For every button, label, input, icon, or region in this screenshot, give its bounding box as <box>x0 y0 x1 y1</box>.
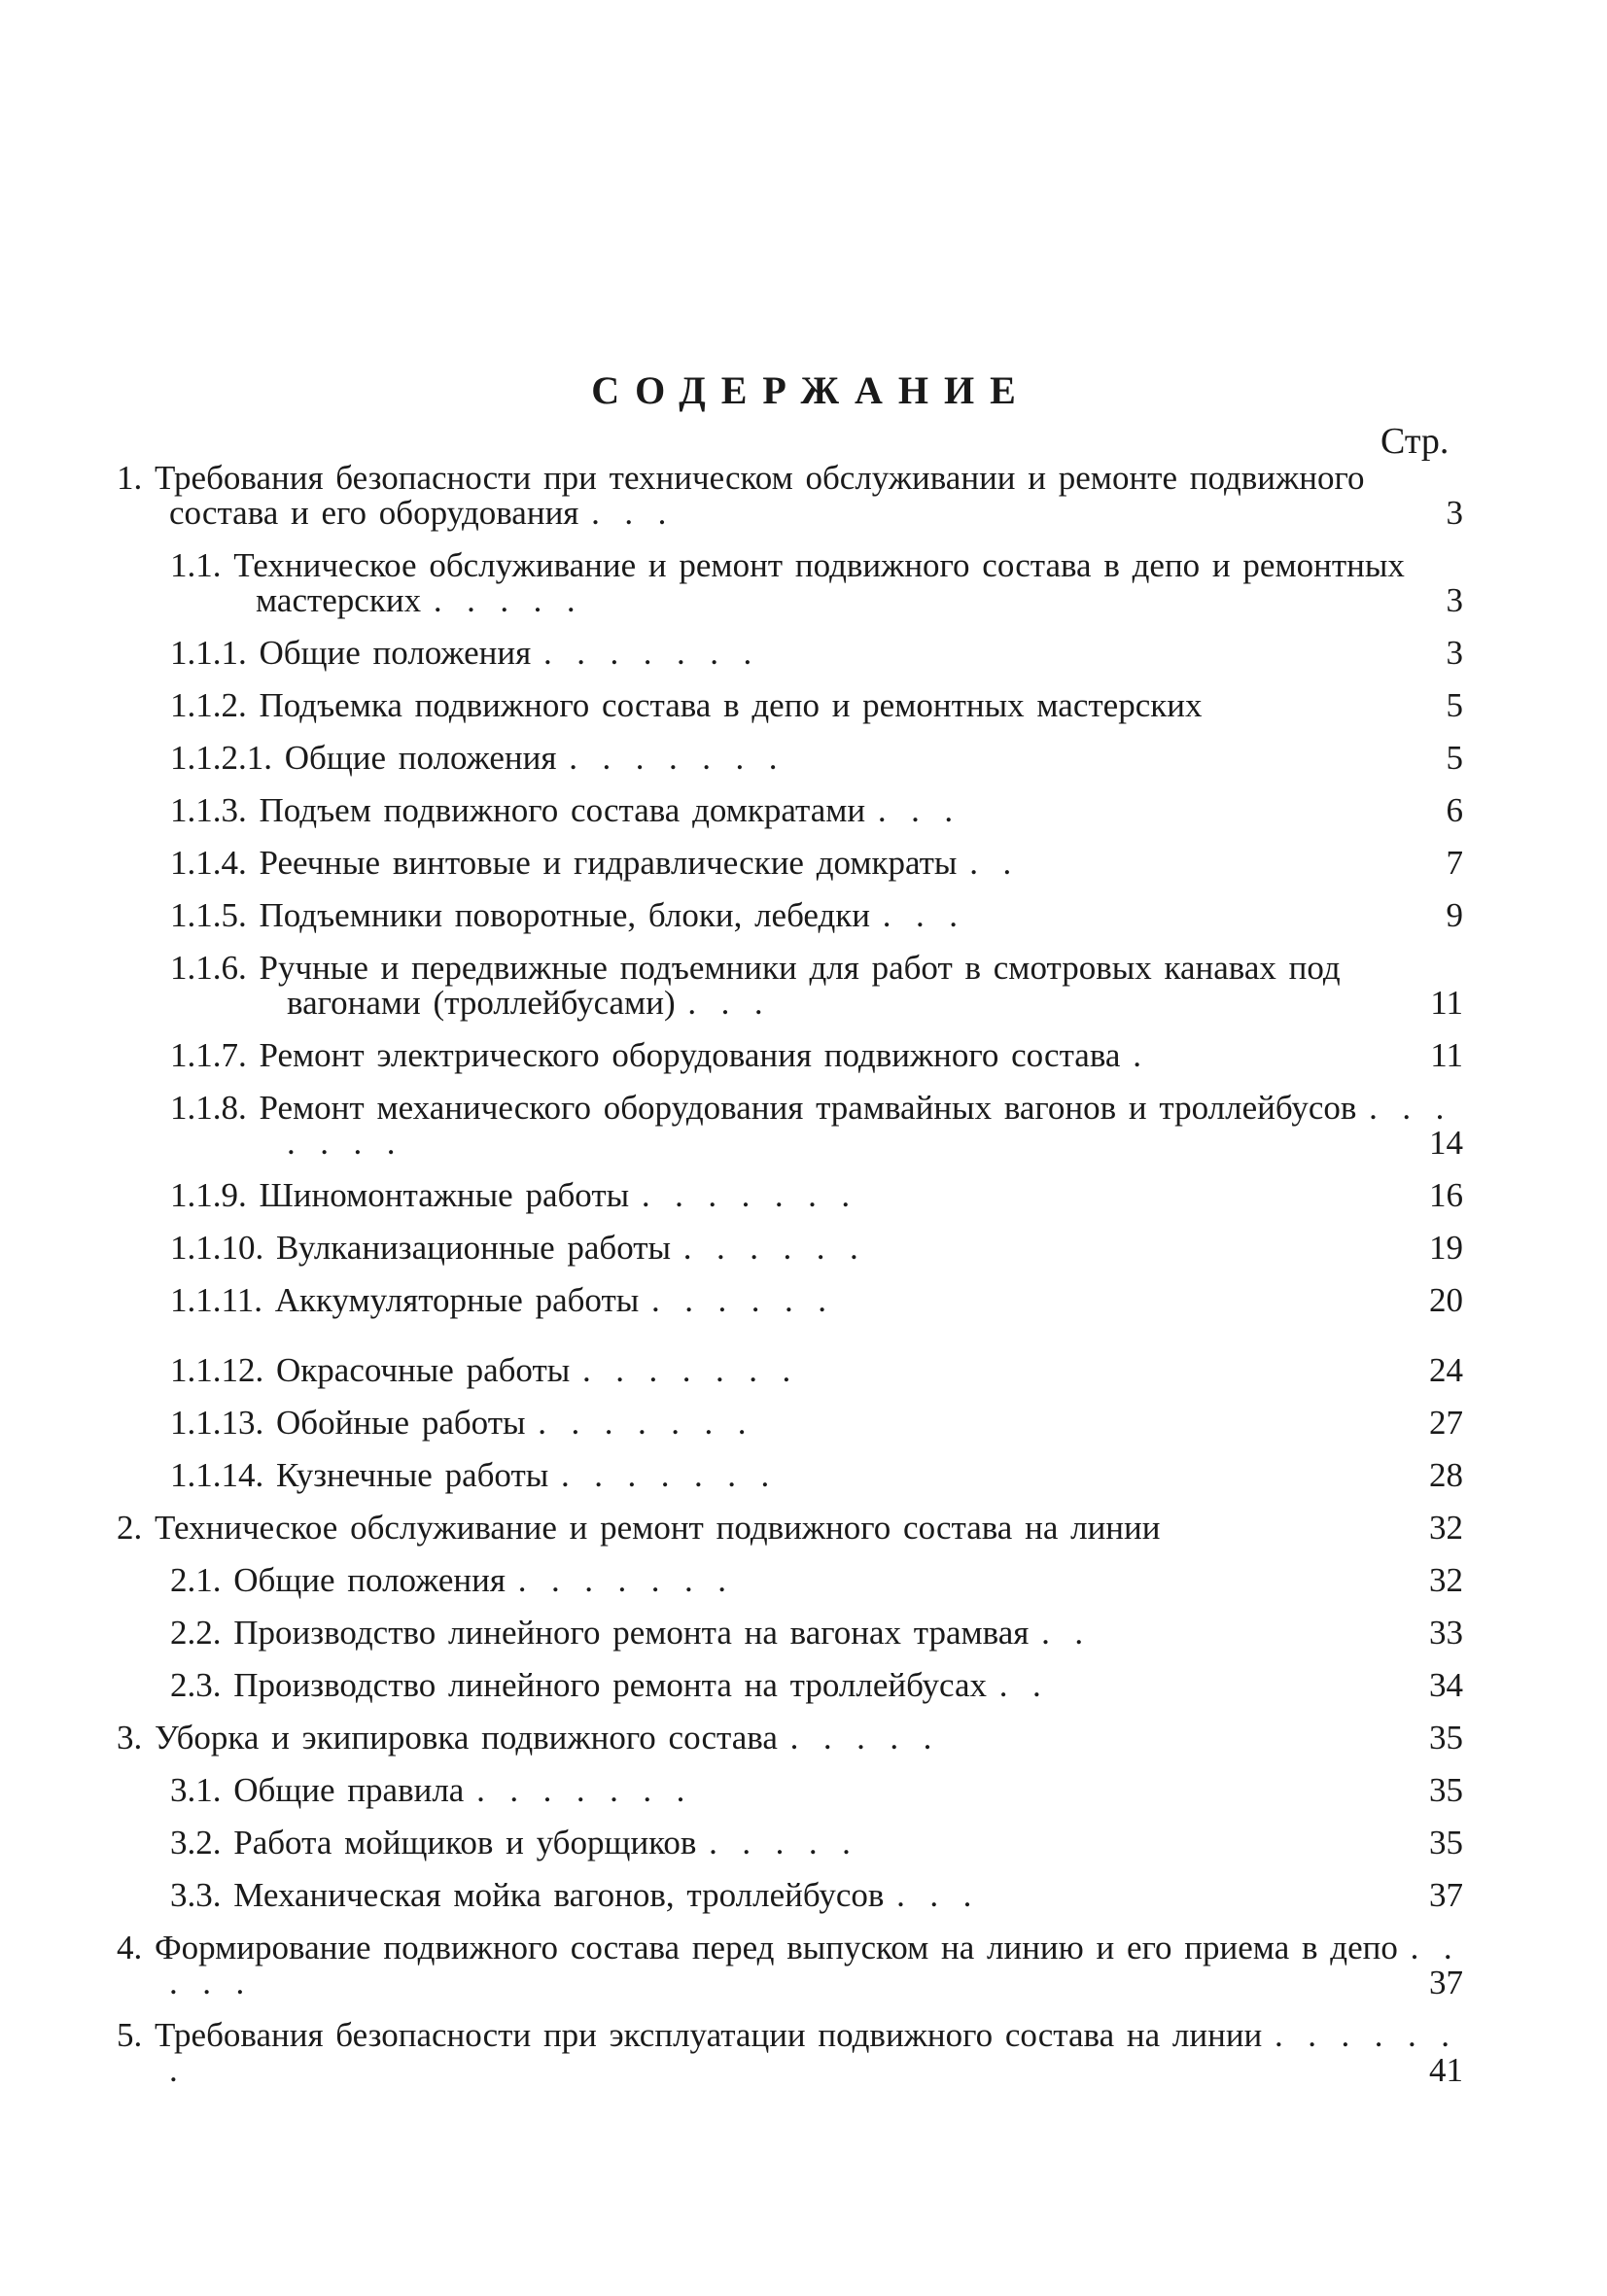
toc-entry-1-1-14 <box>0 1458 1607 1493</box>
toc-entry-title: Аккумуляторные работы . . . . . . <box>274 1281 827 1319</box>
toc-entry-text <box>170 846 1463 881</box>
toc-entry-text <box>170 1826 1463 1861</box>
toc-entry-title: Требования безопасности при техническом обслуживании и ремонте подвижного состава и его оборудования . . . <box>155 459 1378 532</box>
toc-entry-page: 16 <box>1429 1176 1463 1214</box>
toc-entry-title: Обойные работы . . . . . . . <box>276 1404 747 1442</box>
toc-entry-1-1-9 <box>0 1178 1607 1213</box>
toc-entry-title: Подъемники поворотные, блоки, лебедки . . . <box>259 896 959 934</box>
toc-entry-number: 5. <box>117 2016 143 2054</box>
toc-entry-page: 3 <box>1446 581 1463 619</box>
toc-entry-text <box>170 548 1463 618</box>
toc-entry-text <box>170 1283 1463 1318</box>
toc-entry-1-1-3 <box>0 793 1607 828</box>
toc-entry-title: Ремонт электрического оборудования подвижного состава . <box>259 1036 1141 1074</box>
page-title: СОДЕРЖАНИЕ <box>591 368 1031 412</box>
toc-entry-number: 1.1.10. <box>170 1229 264 1267</box>
page-column-header: Стр. <box>1380 421 1450 462</box>
toc-entry-text <box>170 1089 1469 1162</box>
toc-entry-page: 11 <box>1430 984 1463 1022</box>
toc-entry-number: 2. <box>117 1509 143 1547</box>
toc-entry-page: 34 <box>1429 1666 1463 1704</box>
toc-entry-number: 1.1. <box>170 546 222 584</box>
toc-entry-text <box>117 461 1463 531</box>
toc-entry-1-1-6 <box>0 951 1607 1021</box>
toc-entry-number: 1.1.7. <box>170 1036 247 1074</box>
toc-entry-text <box>170 1878 1463 1913</box>
toc-entry-1-1-4 <box>0 846 1607 881</box>
toc-entry-number: 1. <box>117 459 143 497</box>
toc-entry-number: 2.3. <box>170 1666 222 1704</box>
toc-list <box>0 461 1607 2105</box>
toc-entry-page: 37 <box>1429 1876 1463 1914</box>
toc-entry-3-3 <box>0 1878 1607 1913</box>
toc-entry-title: Вулканизационные работы . . . . . . <box>276 1229 858 1267</box>
toc-entry-page: 3 <box>1446 634 1463 672</box>
toc-entry-text <box>170 741 1463 776</box>
toc-entry-text <box>170 1458 1463 1493</box>
toc-entry-page: 32 <box>1429 1509 1463 1547</box>
toc-entry-title: Требования безопасности при эксплуатации подвижного состава на линии . . . . . . . <box>155 2016 1475 2089</box>
toc-entry-number: 1.1.4. <box>170 844 247 882</box>
toc-entry-number: 1.1.9. <box>170 1176 247 1214</box>
toc-entry-page: 35 <box>1429 1824 1463 1861</box>
toc-entry-page: 5 <box>1446 686 1463 724</box>
toc-entry-page: 6 <box>1446 791 1463 829</box>
toc-entry-number: 4. <box>117 1929 143 1966</box>
toc-entry-text <box>117 1721 1463 1756</box>
toc-entry-1-1-7 <box>0 1038 1607 1073</box>
toc-entry-text <box>170 1353 1463 1388</box>
toc-entry-text <box>170 1616 1463 1651</box>
toc-entry-title: Общие положения . . . . . . . <box>259 634 752 672</box>
toc-entry-number: 1.1.8. <box>170 1089 247 1127</box>
toc-entry-text <box>170 793 1463 828</box>
toc-entry-text <box>170 636 1463 671</box>
toc-entry-title: Формирование подвижного состава перед выпуском на линию и его приема в депо . . . . . <box>155 1929 1478 2001</box>
toc-entry-text <box>170 951 1463 1021</box>
toc-entry-title: Общие положения . . . . . . . <box>284 739 778 777</box>
toc-entry-title: Ремонт механического оборудования трамвайных вагонов и троллейбусов . . . . . . . <box>259 1089 1469 1162</box>
toc-entry-text <box>170 1773 1463 1808</box>
toc-entry-page: 28 <box>1429 1456 1463 1494</box>
toc-entry-title: Шиномонтажные работы . . . . . . . <box>259 1176 851 1214</box>
toc-entry-text <box>170 1038 1463 1073</box>
toc-entry-1-1-5 <box>0 898 1607 933</box>
toc-entry-1-1-13 <box>0 1406 1607 1441</box>
toc-entry-title: Механическая мойка вагонов, троллейбусов . . . <box>233 1876 972 1914</box>
toc-entry-1-1-10 <box>0 1231 1607 1266</box>
toc-entry-page: 5 <box>1446 739 1463 777</box>
toc-entry-number: 3.1. <box>170 1771 222 1809</box>
toc-entry-text <box>170 1668 1463 1703</box>
toc-entry-number: 1.1.13. <box>170 1404 264 1442</box>
toc-entry-title: Реечные винтовые и гидравлические домкраты . . <box>259 844 1012 882</box>
toc-entry-page: 14 <box>1429 1124 1463 1162</box>
toc-entry-title: Производство линейного ремонта на троллейбусах . . <box>233 1666 1041 1704</box>
toc-entry-title: Кузнечные работы . . . . . . . <box>276 1456 770 1494</box>
toc-entry-page: 19 <box>1429 1229 1463 1267</box>
toc-entry-number: 1.1.2.1. <box>170 739 272 777</box>
toc-entry-5 <box>0 2018 1607 2088</box>
toc-entry-page: 27 <box>1429 1404 1463 1442</box>
toc-entry-page: 7 <box>1446 844 1463 882</box>
toc-entry-number: 1.1.12. <box>170 1351 264 1389</box>
toc-entry-3-1 <box>0 1773 1607 1808</box>
toc-entry-title: Уборка и экипировка подвижного состава . . . . . <box>155 1719 932 1757</box>
toc-entry-text <box>170 688 1463 723</box>
toc-entry-number: 1.1.1. <box>170 634 247 672</box>
toc-entry-number: 1.1.3. <box>170 791 247 829</box>
toc-entry-title: Техническое обслуживание и ремонт подвижного состава на линии <box>155 1509 1161 1547</box>
toc-entry-title: Техническое обслуживание и ремонт подвижного состава в депо и ремонтных мастерских . . . . . <box>233 546 1417 619</box>
toc-entry-title: Ручные и передвижные подъемники для работ в смотровых канавах под вагонами (троллейбусами) . . . <box>259 949 1353 1022</box>
toc-entry-text <box>117 1929 1478 2001</box>
toc-entry-page: 9 <box>1446 896 1463 934</box>
toc-entry-2 <box>0 1511 1607 1546</box>
toc-entry-number: 1.1.6. <box>170 949 247 987</box>
toc-entry-page: 3 <box>1446 494 1463 532</box>
toc-entry-2-1 <box>0 1563 1607 1598</box>
toc-entry-1-1-11 <box>0 1283 1607 1318</box>
toc-entry-page: 32 <box>1429 1561 1463 1599</box>
toc-entry-number: 2.2. <box>170 1614 222 1652</box>
toc-entry-page: 35 <box>1429 1719 1463 1757</box>
toc-entry-4 <box>0 1931 1607 2000</box>
toc-entry-number: 1.1.11. <box>170 1281 262 1319</box>
toc-entry-text <box>117 1511 1463 1546</box>
toc-entry-1-1-2 <box>0 688 1607 723</box>
toc-entry-title: Производство линейного ремонта на вагонах трамвая . . <box>233 1614 1084 1652</box>
toc-entry-2-2 <box>0 1616 1607 1651</box>
toc-entry-page: 11 <box>1430 1036 1463 1074</box>
toc-entry-number: 1.1.5. <box>170 896 247 934</box>
toc-entry-number: 3.2. <box>170 1824 222 1861</box>
toc-entry-1-1-12 <box>0 1353 1607 1388</box>
toc-entry-title: Подъем подвижного состава домкратами . . . <box>259 791 954 829</box>
toc-entry-page: 20 <box>1429 1281 1463 1319</box>
toc-entry-page: 33 <box>1429 1614 1463 1652</box>
toc-entry-3-2 <box>0 1826 1607 1861</box>
toc-entry-page: 41 <box>1429 2051 1463 2089</box>
toc-entry-number: 1.1.14. <box>170 1456 264 1494</box>
toc-entry-page: 35 <box>1429 1771 1463 1809</box>
toc-entry-number: 2.1. <box>170 1561 222 1599</box>
toc-entry-1-1-1 <box>0 636 1607 671</box>
toc-entry-text <box>170 898 1463 933</box>
toc-entry-title: Общие правила . . . . . . . <box>233 1771 685 1809</box>
toc-entry-text <box>117 2016 1475 2089</box>
toc-entry-page: 37 <box>1429 1964 1463 2001</box>
toc-entry-title: Подъемка подвижного состава в депо и ремонтных мастерских <box>259 686 1203 724</box>
toc-entry-1 <box>0 461 1607 531</box>
toc-entry-number: 1.1.2. <box>170 686 247 724</box>
toc-entry-number: 3.3. <box>170 1876 222 1914</box>
toc-entry-text <box>170 1563 1463 1598</box>
toc-entry-1-1-8 <box>0 1091 1607 1161</box>
toc-entry-text <box>170 1406 1463 1441</box>
toc-entry-text <box>170 1178 1463 1213</box>
toc-entry-3 <box>0 1721 1607 1756</box>
toc-entry-text <box>170 1231 1463 1266</box>
toc-entry-title: Общие положения . . . . . . . <box>233 1561 726 1599</box>
toc-entry-number: 3. <box>117 1719 143 1757</box>
toc-entry-page: 24 <box>1429 1351 1463 1389</box>
toc-entry-title: Работа мойщиков и уборщиков . . . . . <box>233 1824 851 1861</box>
toc-entry-title: Окрасочные работы . . . . . . . <box>276 1351 791 1389</box>
toc-entry-1-1 <box>0 548 1607 618</box>
toc-entry-2-3 <box>0 1668 1607 1703</box>
toc-entry-1-1-2-1 <box>0 741 1607 776</box>
